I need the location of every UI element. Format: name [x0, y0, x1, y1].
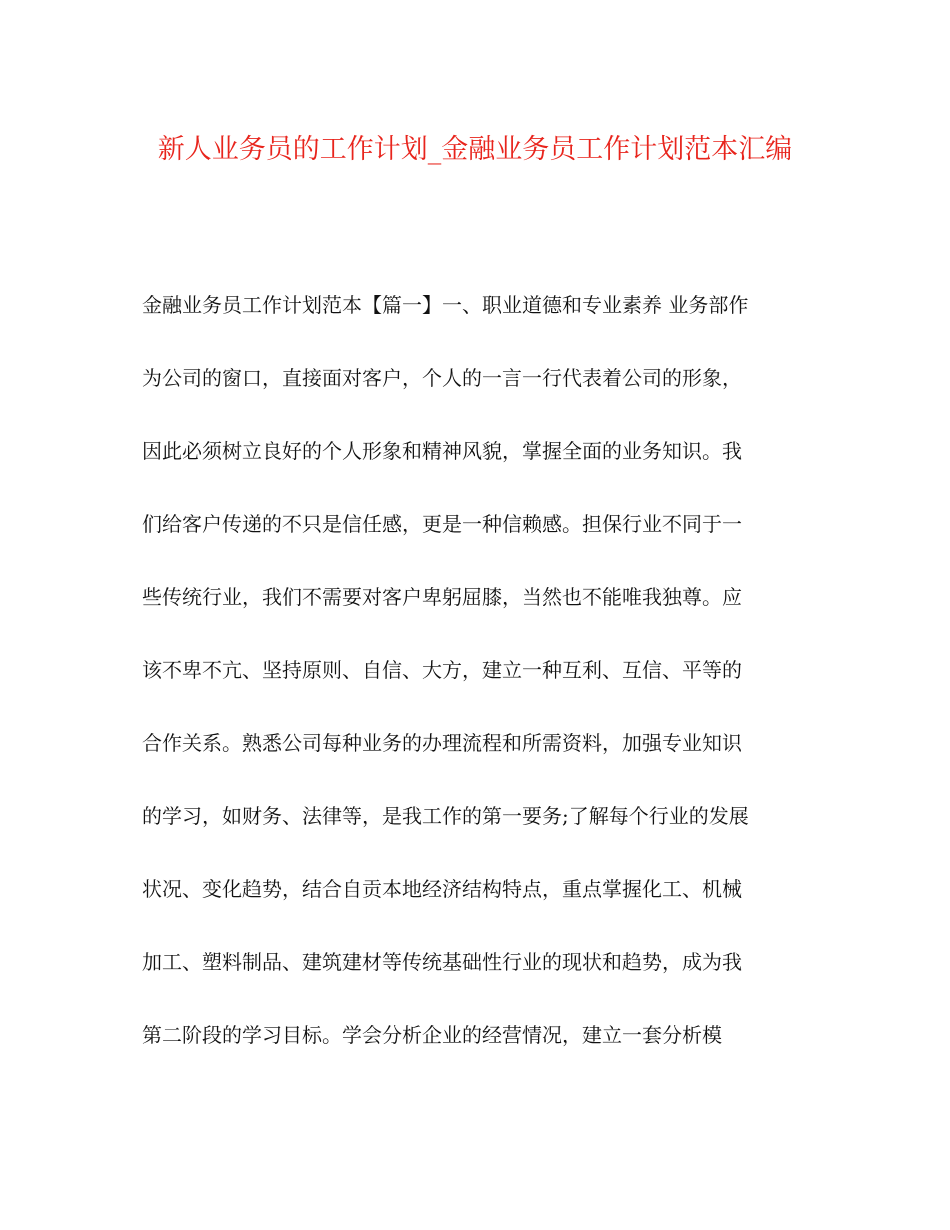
body-line: 些传统行业，我们不需要对客户卑躬屈膝，当然也不能唯我独尊。应 — [142, 585, 742, 609]
document-title: 新人业务员的工作计划_金融业务员工作计划范本汇编 — [157, 134, 793, 165]
body-line: 合作关系。熟悉公司每种业务的办理流程和所需资料，加强专业知识 — [142, 731, 742, 755]
body-line: 状况、变化趋势，结合自贡本地经济结构特点，重点掌握化工、机械 — [142, 877, 742, 901]
body-line: 们给客户传递的不只是信任感，更是一种信赖感。担保行业不同于一 — [142, 512, 742, 536]
body-line: 因此必须树立良好的个人形象和精神风貌，掌握全面的业务知识。我 — [142, 439, 742, 463]
document-body — [142, 283, 822, 1086]
body-line: 该不卑不亢、坚持原则、自信、大方，建立一种互利、互信、平等的 — [142, 658, 742, 682]
body-line: 的学习，如财务、法律等，是我工作的第一要务;了解每个行业的发展 — [142, 804, 749, 828]
body-line: 加工、塑料制品、建筑建材等传统基础性行业的现状和趋势，成为我 — [142, 950, 742, 974]
body-line: 为公司的窗口，直接面对客户，个人的一言一行代表着公司的形象， — [142, 366, 742, 390]
body-line: 第二阶段的学习目标。学会分析企业的经营情况，建立一套分析模 — [142, 1023, 722, 1047]
body-line: 金融业务员工作计划范本【篇一】一、职业道德和专业素养 业务部作 — [142, 293, 749, 317]
